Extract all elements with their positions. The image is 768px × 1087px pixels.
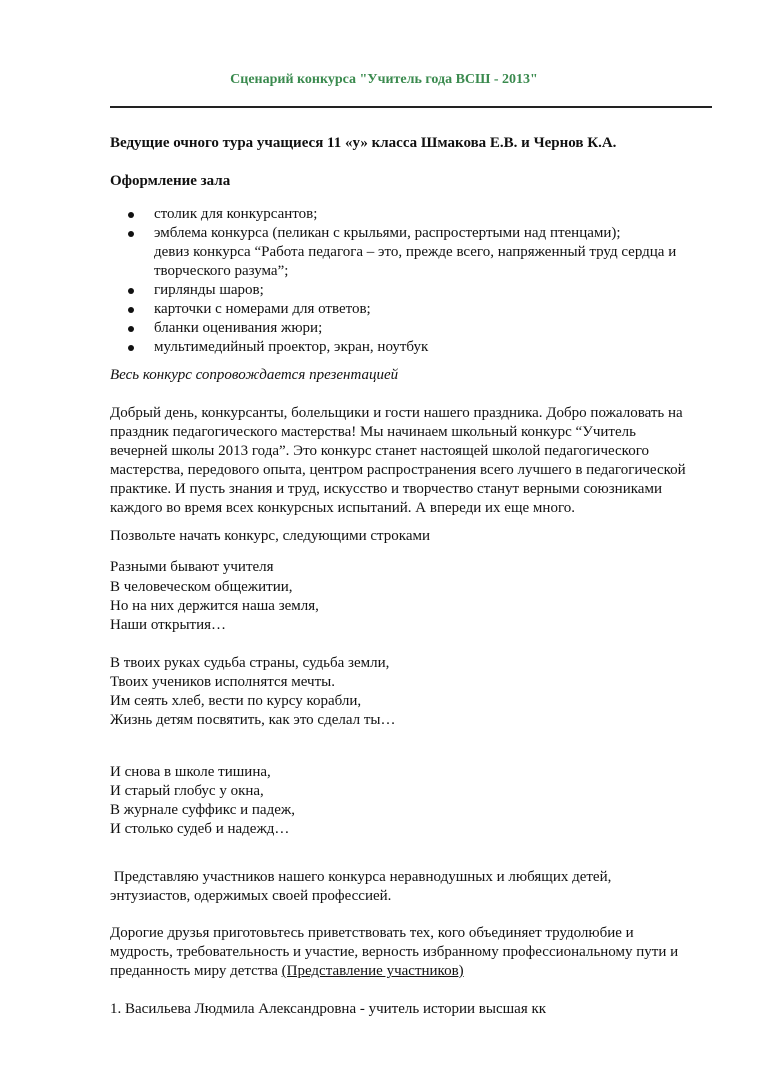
intro-line: мастерства, передового опыта, центром распространения всего лучшего в педагогической [110,462,686,478]
intro-line: Добрый день, конкурсанты, болельщики и гости нашего праздника. Добро пожаловать на [110,405,683,421]
hall-item: творческого разума”; [154,263,289,279]
participants-link[interactable]: (Представление участников) [281,963,464,979]
present-line: энтузиастов, одержимых своей профессией. [110,888,392,904]
poem-line: Но на них держится наша земля, [110,598,319,614]
poem-line: И столько судеб и надежд… [110,821,290,837]
poem-line: В твоих руках судьба страны, судьба земли, [110,655,390,671]
poem-line: Твоих учеников исполнятся мечты. [110,674,335,690]
presentation-note: Весь конкурс сопровождается презентацией [110,367,399,383]
poem-line: Им сеять хлеб, вести по курсу корабли, [110,693,362,709]
participant-line: 1. Васильева Людмила Александровна - учитель истории высшая кк [110,1001,547,1017]
hall-heading: Оформление зала [110,173,231,189]
poem-line: Жизнь детям посвятить, как это сделал ты… [110,712,396,728]
hall-item: гирлянды шаров; [154,282,264,298]
friends-line: Дорогие друзья приготовьтесь приветствовать тех, кого объединяет трудолюбие и [110,925,634,941]
intro-line: вечерней школы 2013 года”. Это конкурс станет настоящей школой педагогического [110,443,649,459]
hall-item: девиз конкурса “Работа педагога – это, прежде всего, напряженный труд сердца и [154,244,677,260]
bullet-icon [128,326,134,332]
hosts-line: Ведущие очного тура учащиеся 11 «у» класса Шмакова Е.В. и Чернов К.А. [110,135,617,151]
poem-line: И старый глобус у окна, [110,783,264,799]
bullet-icon [128,345,134,351]
intro-line: практике. И пусть знания и труд, искусство и творчество станут верными союзниками [110,481,662,497]
hall-item: мультимедийный проектор, экран, ноутбук [154,339,429,355]
hall-item: карточки с номерами для ответов; [154,301,371,317]
poem-line: И снова в школе тишина, [110,764,271,780]
bullet-icon [128,212,134,218]
hall-item: столик для конкурсантов; [154,206,318,222]
friends-line: мудрость, требовательность и участие, верность избранному профессиональному пути и [110,944,679,960]
poem-line: В человеческом общежитии, [110,579,293,595]
present-line: Представляю участников нашего конкурса неравнодушных и любящих детей, [110,869,612,885]
hall-item: бланки оценивания жюри; [154,320,323,336]
poem-line: В журнале суффикс и падеж, [110,802,295,818]
poem-line: Наши открытия… [110,617,227,633]
poem-line: Разными бывают учителя [110,559,274,575]
bullet-icon [128,231,134,237]
friends-line-text: преданность миру детства [110,963,282,979]
intro-line: каждого во время всех конкурсных испытаний. А впереди их еще много. [110,500,575,516]
friends-line-last [110,962,720,981]
bullet-icon [128,307,134,313]
begin-line: Позвольте начать конкурс, следующими строками [110,528,431,544]
page-title: Сценарий конкурса "Учитель года ВСШ - 2013" [230,72,538,87]
hall-item: эмблема конкурса (пеликан с крыльями, распростертыми над птенцами); [154,225,621,241]
title-divider [110,106,712,108]
intro-line: праздник педагогического мастерства! Мы начинаем школьный конкурс “Учитель [110,424,636,440]
bullet-icon [128,288,134,294]
